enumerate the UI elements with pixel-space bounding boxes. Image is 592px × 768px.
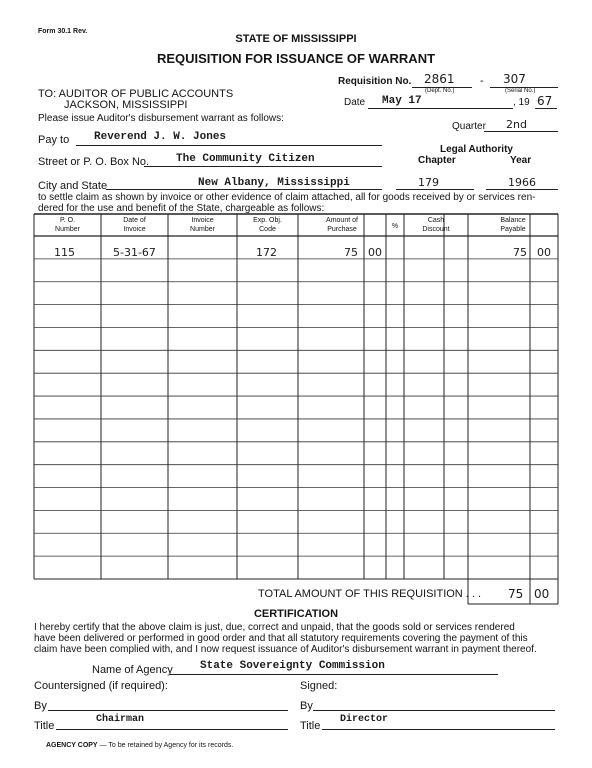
row1-po: 115 [54, 246, 75, 259]
city-value: New Albany, Mississippi [198, 177, 350, 189]
serial-caption: (Serial No.) [505, 88, 536, 94]
row1-date: 5-31-67 [113, 246, 156, 259]
dept-number: 2861 [424, 72, 455, 86]
header-amount: Amount of Purchase [326, 217, 358, 233]
year-label: Year [510, 155, 532, 166]
by-label-left: By [34, 700, 47, 712]
row1-balance-dollars: 75 [513, 246, 527, 259]
date-year-suffix: 67 [537, 94, 553, 108]
addressee-line1: TO: AUDITOR OF PUBLIC ACCOUNTS [38, 88, 234, 100]
header-date: Date of Invoice [123, 217, 146, 233]
by-label-right: By [300, 700, 313, 712]
form-title: REQUISITION FOR ISSUANCE OF WARRANT [156, 51, 436, 66]
title-label-right: Title [300, 720, 321, 732]
pay-to-label: Pay to [38, 134, 70, 146]
certification-line2: have been delivered or performed in good order and that all statutory requirements covering the payment of this [34, 633, 528, 644]
row1-amount-cents: 00 [368, 246, 382, 259]
chapter-value: 179 [418, 176, 439, 189]
certification-line3: claim have been complied with, and I now request issuance of Auditor's disbursement warrant in payment thereof. [34, 644, 537, 655]
title-right-value: Director [340, 714, 389, 725]
claim-text-line2: dered for the use and benefit of the State, chargeable as follows: [38, 203, 325, 214]
pay-to-value: Reverend J. W. Jones [94, 131, 227, 143]
issue-instruction: Please issue Auditor's disbursement warrant as follows: [38, 113, 284, 124]
header-invoice: Invoice Number [190, 217, 215, 233]
header-exp-code: Exp. Obj. Code [253, 217, 282, 233]
header-balance: Balance Payable [500, 217, 526, 233]
row1-amount-dollars: 75 [344, 246, 358, 259]
certification-heading: CERTIFICATION [253, 608, 339, 620]
signed-label: Signed: [300, 680, 338, 692]
date-year-prefix: , 19 [513, 97, 530, 108]
footer-note [46, 742, 233, 749]
header-cash-discount: Cash Discount [422, 217, 450, 233]
header-po: P. O. Number [55, 217, 80, 233]
footer-agency-copy: AGENCY COPY [46, 742, 98, 749]
total-label: TOTAL AMOUNT OF THIS REQUISITION . . . [258, 588, 482, 600]
title-left-value: Chairman [96, 714, 145, 725]
dept-caption: (Dept. No.) [425, 88, 455, 94]
chapter-label: Chapter [418, 155, 456, 166]
total-cents: 00 [534, 587, 550, 601]
quarter-value: 2nd [506, 118, 527, 131]
date-label: Date [344, 97, 366, 108]
row1-balance-cents: 00 [537, 246, 551, 259]
form-number: Form 30.1 Rev. [38, 28, 88, 35]
legal-authority-heading: Legal Authority [440, 144, 513, 155]
agency-value: State Sovereignty Commission [200, 660, 385, 672]
row1-exp-code: 172 [256, 246, 277, 259]
title-label-left: Title [34, 720, 55, 732]
serial-number: 307 [503, 72, 526, 86]
requisition-label: Requisition No. [338, 76, 412, 87]
requisition-dash: - [480, 75, 484, 87]
city-label: City and State [38, 180, 108, 192]
state-heading: STATE OF MISSISSIPPI [235, 33, 357, 45]
agency-label: Name of Agency [92, 664, 173, 676]
street-label: Street or P. O. Box No. [38, 156, 150, 168]
header-percent: % [391, 223, 399, 230]
footer-retain-text: — To be retained by Agency for its records. [99, 742, 234, 749]
legal-year-value: 1966 [508, 176, 536, 189]
certification-line1: I hereby certify that the above claim is just, due, correct and unpaid, that the goods sold or services rendered [34, 622, 515, 633]
claim-text-line1: to settle claim as shown by invoice or other evidence of claim attached, all for goods received by or services ren- [38, 192, 536, 203]
date-value: May 17 [382, 95, 422, 107]
total-dollars: 75 [508, 587, 524, 601]
street-value: The Community Citizen [176, 153, 315, 165]
addressee-line2: JACKSON, MISSISSIPPI [64, 99, 188, 111]
quarter-label: Quarter [452, 121, 486, 132]
countersigned-label: Countersigned (if required): [34, 680, 168, 692]
